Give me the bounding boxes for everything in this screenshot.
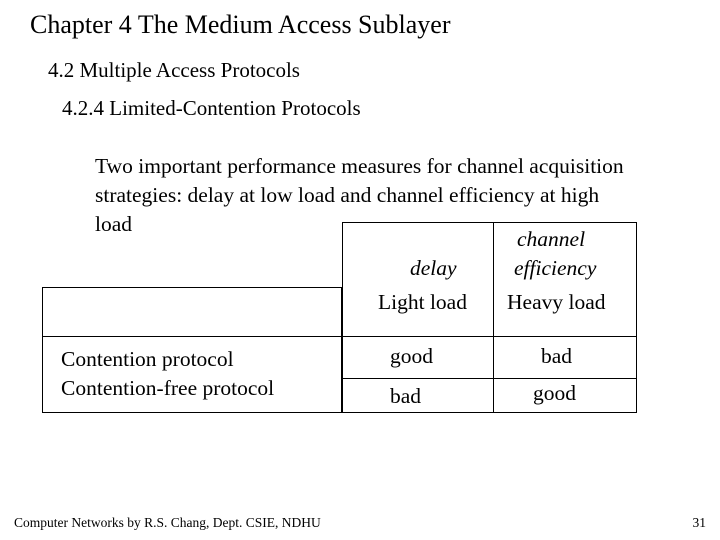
col-header-channel: channel — [517, 227, 586, 251]
col-header-heavy-load: Heavy load — [507, 290, 606, 314]
col-header-delay: delay — [410, 256, 457, 280]
footer-credit: Computer Networks by R.S. Chang, Dept. CSIE, NDHU — [14, 515, 321, 530]
col-header-light-load: Light load — [378, 290, 467, 314]
body-line: load — [95, 212, 133, 236]
table-cell: bad — [390, 384, 422, 408]
subsection-title: 4.2.4 Limited-Contention Protocols — [62, 96, 361, 120]
section-title: 4.2 Multiple Access Protocols — [48, 58, 300, 82]
table-cell: bad — [541, 344, 573, 368]
table-cell: good — [533, 381, 576, 405]
body-line: Two important performance measures for channel acquisition — [95, 154, 624, 178]
table-divider — [342, 378, 637, 379]
row-label-contention: Contention protocol — [61, 347, 234, 371]
chapter-title: Chapter 4 The Medium Access Sublayer — [30, 10, 451, 39]
body-line: strategies: delay at low load and channel efficiency at high — [95, 183, 600, 207]
values-box — [342, 222, 637, 413]
col-header-efficiency: efficiency — [514, 256, 597, 280]
table-divider — [493, 222, 494, 413]
table-cell: good — [390, 344, 433, 368]
row-label-contention-free: Contention-free protocol — [61, 376, 275, 400]
table-divider — [42, 336, 637, 337]
page-number: 31 — [692, 515, 706, 530]
